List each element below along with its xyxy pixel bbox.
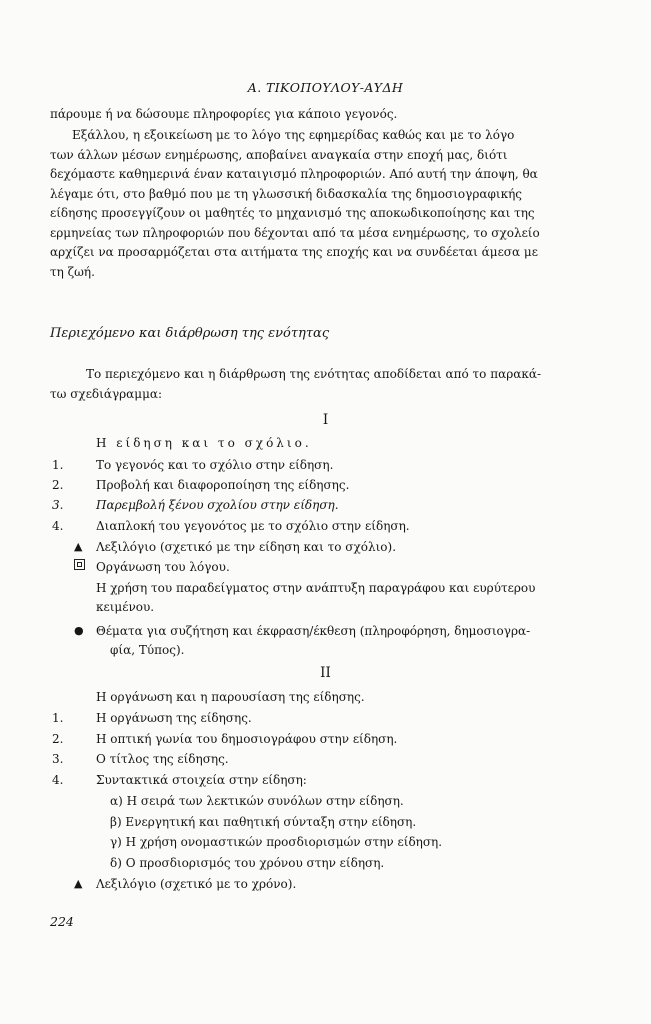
topics-item: Θέματα για συζήτηση και έκφραση/έκθεση (πληροφόρηση, δημοσιογρα- <box>96 624 531 638</box>
part-2-numeral: II <box>320 665 331 681</box>
triangle-bullet-icon: ▲ <box>74 877 83 890</box>
topics-item: φία, Τύπος). <box>110 643 185 657</box>
intro-line: τω σχεδιάγραμμα: <box>50 386 163 401</box>
outline-item: Η οπτική γωνία του δημοσιογράφου στην είδηση. <box>96 732 398 746</box>
item-number: 2. <box>52 732 64 746</box>
intro-line: Το περιεχόμενο και η διάρθρωση της ενότητας αποδίδεται από το παρακά- <box>86 367 542 381</box>
sub-item: δ) Ο προσδιορισμός του χρόνου στην είδηση. <box>110 856 385 870</box>
organization-detail: κειμένου. <box>96 600 155 614</box>
outline-item: Συντακτικά στοιχεία στην είδηση: <box>96 773 307 787</box>
triangle-bullet-icon: ▲ <box>74 540 83 553</box>
page-number: 224 <box>50 914 74 929</box>
sub-item: β) Ενεργητική και παθητική σύνταξη στην είδηση. <box>110 815 417 829</box>
paragraph-line: τη ζωή. <box>50 264 95 279</box>
section-heading: Περιεχόμενο και διάρθρωση της ενότητας <box>50 326 330 341</box>
outline-item: Το γεγονός και το σχόλιο στην είδηση. <box>96 458 334 472</box>
item-number: 1. <box>52 458 64 472</box>
outline-item: Προβολή και διαφοροποίηση της είδησης. <box>96 478 350 492</box>
paragraph-line: Εξάλλου, η εξοικείωση με το λόγο της εφημερίδας καθώς και με το λόγο <box>72 128 515 142</box>
item-number: 4. <box>52 773 64 787</box>
paragraph-line: είδησης προσεγγίζουν οι μαθητές το μηχανισμό της αποκωδικοποίησης και της <box>50 206 535 220</box>
paragraph-2 <box>50 126 591 282</box>
organization-detail: Η χρήση του παραδείγματος στην ανάπτυξη παραγράφου και ευρύτερου <box>96 581 536 595</box>
vocabulary-item: Λεξιλόγιο (σχετικό με το χρόνο). <box>96 877 297 891</box>
outline-item: Ο τίτλος της είδησης. <box>96 752 229 766</box>
sub-item: γ) Η χρήση ονομαστικών προσδιορισμών στην είδηση. <box>110 835 443 849</box>
paragraph-line: ερμηνείας των πληροφοριών που δέχονται από τα μέσα ενημέρωσης, το σχολείο <box>50 225 540 240</box>
outline-item: Η οργάνωση της είδησης. <box>96 711 252 725</box>
outline-item: Διαπλοκή του γεγονότος με το σχόλιο στην είδηση. <box>96 519 410 533</box>
part-1-title: Η είδηση και το σχόλιο. <box>96 436 312 450</box>
item-number: 2. <box>52 478 64 492</box>
item-number: 1. <box>52 711 64 725</box>
part-1-numeral: I <box>322 412 329 428</box>
sub-item: α) Η σειρά των λεκτικών συνόλων στην είδηση. <box>110 794 404 808</box>
running-header: Α. ΤΙΚΟΠΟΥΛΟΥ-ΑΥΔΗ <box>247 80 404 95</box>
dot-bullet-icon: ● <box>74 624 84 637</box>
intro-paragraph <box>50 365 591 404</box>
box-bullet-icon <box>74 558 85 576</box>
paragraph-line: αρχίζει να προσαρμόζεται στα αιτήματα της εποχής και να συνδέεται άμεσα με <box>50 245 538 259</box>
part-2-title: Η οργάνωση και η παρουσίαση της είδησης. <box>96 690 365 704</box>
outline-item: Παρεμβολή ξένου σχολίου στην είδηση. <box>96 498 339 512</box>
paragraph-line: λέγαμε ότι, στο βαθμό που με τη γλωσσική διδασκαλία της δημοσιογραφικής <box>50 186 522 201</box>
paragraph-line: των άλλων μέσων ενημέρωσης, αποβαίνει αναγκαία στην εποχή μας, διότι <box>50 147 508 162</box>
paragraph-line: δεχόμαστε καθημερινά έναν καταιγισμό πληροφοριών. Από αυτή την άποψη, θα <box>50 167 538 181</box>
organization-item: Οργάνωση του λόγου. <box>96 560 230 574</box>
item-number: 3. <box>52 752 64 766</box>
item-number: 4. <box>52 519 64 533</box>
paragraph-1: πάρουμε ή να δώσουμε πληροφορίες για κάποιο γεγονός. <box>50 107 398 121</box>
item-number: 3. <box>52 498 64 512</box>
vocabulary-item: Λεξιλόγιο (σχετικό με την είδηση και το σχόλιο). <box>96 540 397 554</box>
